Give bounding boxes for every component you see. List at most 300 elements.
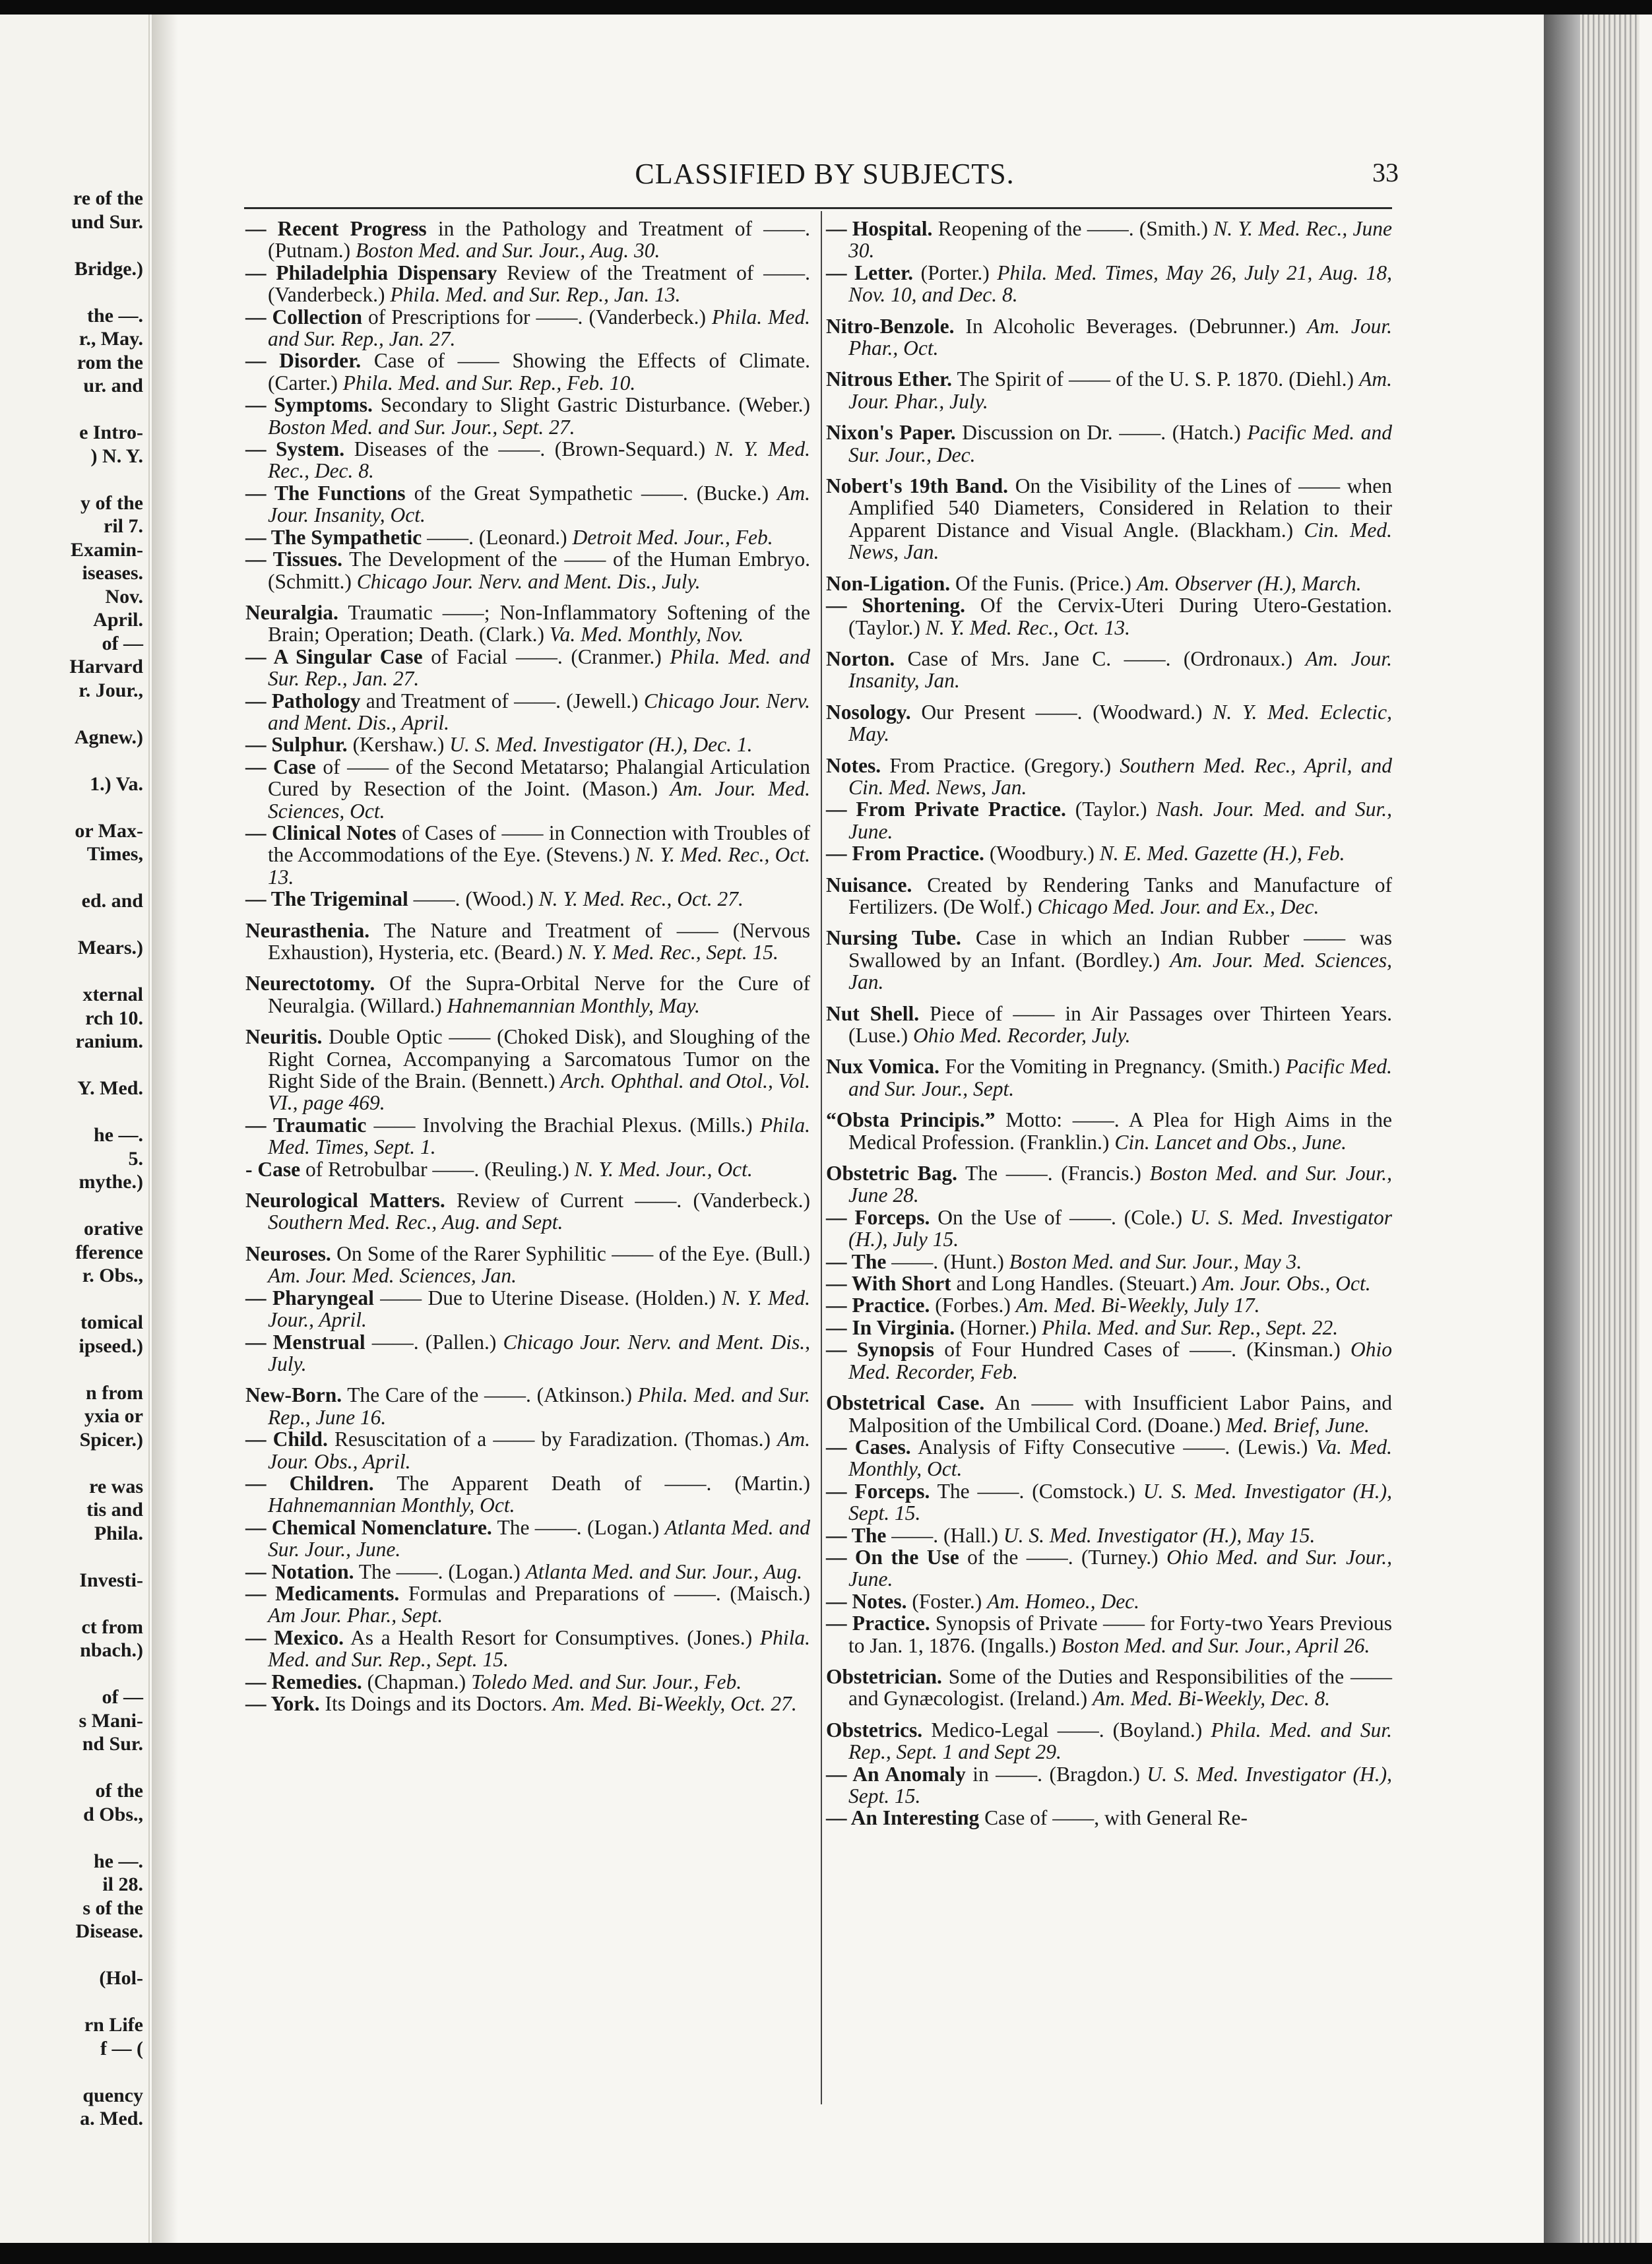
entry-text: Medico-Legal ——. (Boyland.) <box>922 1718 1211 1742</box>
entry-heading: - Case <box>245 1157 301 1181</box>
entry-source: Pacific Med. and Sur. Jour., Dec. <box>848 421 1392 466</box>
entry-text: The Nature and Treatment of —— (Nervous Exhaustion), Hysteria, etc. (Beard.) <box>268 918 810 964</box>
entry-source: Med. Brief, June. <box>1226 1413 1370 1437</box>
facing-page-fragment: ) N. Y. <box>90 445 143 467</box>
facing-page-fragment: xternal <box>82 984 143 1005</box>
entry-text: From Practice. (Gregory.) <box>881 753 1120 777</box>
entry-text: ——. (Pallen.) <box>365 1330 503 1354</box>
index-subentry <box>826 1251 1392 1273</box>
entry-heading: — Mexico. <box>245 1625 344 1649</box>
entry-heading: Nixon's Paper. <box>826 421 956 445</box>
entry-heading: — Hospital. <box>826 217 933 240</box>
entry-heading: — Disorder. <box>245 349 362 373</box>
page-edge-shadow <box>1544 15 1580 2243</box>
entry-source: U. S. Med. Investigator (H.), July 15. <box>848 1205 1392 1251</box>
entry-heading: Norton. <box>826 646 895 670</box>
scan-bottom-edge <box>0 2243 1652 2264</box>
index-entry <box>826 315 1392 360</box>
entry-source: Boston Med. and Sur. Jour., Aug. 30. <box>355 239 660 263</box>
column-divider <box>821 211 822 2104</box>
facing-page-fragment: the —. <box>87 304 143 327</box>
entry-source: Phila. Med. and Sur. Rep., Sept. 1 and Sept 29. <box>848 1718 1392 1764</box>
entry-source: N. Y. Med. Jour., April. <box>268 1286 811 1332</box>
index-entry <box>826 701 1392 745</box>
entry-heading: — The <box>826 1523 887 1547</box>
entry-source: Chicago Jour. Nerv. and Ment. Dis., April. <box>268 689 810 734</box>
entry-heading: Non-Ligation. <box>826 571 951 595</box>
entry-source: Am. Med. Bi-Weekly, Oct. 27. <box>552 1692 797 1715</box>
entry-text: Review of the Treatment of ——. (Vanderbeck.) <box>268 261 810 307</box>
facing-page-fragment: r. Jour., <box>79 679 143 701</box>
entry-heading: — Pathology <box>245 689 361 712</box>
entry-heading: — Practice. <box>826 1612 930 1635</box>
facing-page-fragment: iseases. <box>82 562 143 584</box>
entry-heading: — With Short <box>826 1272 951 1296</box>
entry-text: Of the Funis. (Price.) <box>950 571 1137 595</box>
facing-page-fragment: rom the <box>77 351 143 373</box>
facing-page-fragment: Examin- <box>70 538 143 561</box>
entry-source: Boston Med. and Sur. Jour., April 26. <box>1061 1633 1370 1657</box>
entry-text: In Alcoholic Beverages. (Debrunner.) <box>954 314 1308 338</box>
index-entry <box>826 1003 1392 1047</box>
entry-source: Phila. Med. Times, Sept. 1. <box>268 1113 810 1159</box>
index-subentry <box>245 888 810 910</box>
entry-text: The Development of the —— of the Human Embryo. (Schmitt.) <box>268 548 810 593</box>
entry-text: (Taylor.) <box>1065 798 1157 821</box>
entry-heading: Obstetric Bag. <box>826 1162 958 1185</box>
entry-source: N. Y. Med. Rec., June 30. <box>848 217 1393 263</box>
scan-top-edge <box>0 0 1652 15</box>
facing-page-fragment: re of the <box>73 187 143 209</box>
entry-heading: — Chemical Nomenclature. <box>245 1515 492 1539</box>
index-entry <box>826 475 1392 563</box>
facing-page-fragment: y of the <box>80 491 143 514</box>
entry-text: of Facial ——. (Cranmer.) <box>422 645 670 668</box>
index-subentry <box>826 1436 1392 1480</box>
entry-source: Chicago Jour. Nerv. and Ment. Dis., July. <box>268 1330 811 1375</box>
entry-text: Review of Current ——. (Vanderbeck.) <box>445 1189 810 1212</box>
index-subentry <box>245 1158 810 1180</box>
entry-heading: — The Trigeminal <box>245 887 408 911</box>
entry-text: The Spirit of —— of the U. S. P. 1870. (Diehl.) <box>952 367 1360 391</box>
entry-heading: Nuisance. <box>826 873 912 896</box>
entry-heading: Obstetrics. <box>826 1718 923 1742</box>
facing-page-fragment: quency <box>82 2084 143 2106</box>
index-entry <box>826 1392 1392 1436</box>
entry-text: Case of —— Showing the Effects of Climate. (Carter.) <box>268 349 810 394</box>
facing-page-fragment: ranium. <box>75 1030 143 1052</box>
entry-source: Phila. Med. and Sur. Rep., Sept. 22. <box>1042 1315 1339 1339</box>
facing-page-fragment: a. Med. <box>80 2108 143 2129</box>
entry-heading: — A Singular Case <box>245 645 423 668</box>
facing-page-fragment: of — <box>102 1686 143 1708</box>
entry-text: Discussion on Dr. ——. (Hatch.) <box>955 421 1248 445</box>
facing-page-fragment: fference <box>75 1241 143 1263</box>
entry-heading: — On the Use <box>826 1545 959 1569</box>
entry-heading: Neuralgia. <box>245 600 338 624</box>
index-subentry <box>826 1546 1392 1590</box>
entry-heading: Nosology. <box>826 700 911 724</box>
entry-source: Cin. Lancet and Obs., June. <box>1114 1130 1347 1154</box>
facing-page-fragment: yxia or <box>84 1405 143 1427</box>
facing-page-fragment: rch 10. <box>85 1007 143 1029</box>
index-entry <box>245 1189 810 1234</box>
index-subentry <box>245 1517 810 1561</box>
entry-heading: Neurectotomy. <box>245 972 375 995</box>
entry-heading: — Tissues. <box>245 548 342 571</box>
entry-source: N. Y. Med. Rec., Sept. 15. <box>567 941 778 964</box>
entry-text: Analysis of Fifty Consecutive ——. (Lewis.) <box>910 1435 1316 1459</box>
facing-page-fragment: Y. Med. <box>77 1077 143 1099</box>
index-entry <box>245 920 810 964</box>
entry-source: Boston Med. and Sur. Jour., May 3. <box>1009 1249 1302 1273</box>
index-subentry <box>826 1317 1392 1338</box>
entry-heading: — The <box>826 1249 887 1273</box>
entry-heading: New-Born. <box>245 1383 342 1407</box>
entry-heading: — Child. <box>245 1428 328 1451</box>
entry-heading: Nitrous Ether. <box>826 367 952 391</box>
entry-source: Am. Jour. Med. Sciences, Jan. <box>268 1264 517 1288</box>
entry-text: Double Optic —— (Choked Disk), and Sloughing of the Right Cornea, Accompanying a Sarcomatous Tumor on the Right Side of the Brain. (Bennett.) <box>268 1025 810 1093</box>
index-subentry <box>826 1807 1392 1829</box>
facing-page-fragment: he —. <box>94 1850 143 1872</box>
entry-heading: — An Interesting <box>826 1806 980 1830</box>
entry-text: Synopsis of Private —— for Forty-two Years Previous to Jan. 1, 1876. (Ingalls.) <box>848 1612 1392 1657</box>
index-subentry <box>826 1338 1392 1383</box>
index-subentry <box>826 1612 1392 1656</box>
entry-source: Phila. Med. Times, May 26, July 21, Aug. 18, Nov. 10, and Dec. 8. <box>848 261 1392 307</box>
index-entry <box>826 573 1392 594</box>
entry-source: Am. Jour. Insanity, Oct. <box>268 481 810 527</box>
facing-page-fragment: Harvard <box>69 656 143 677</box>
entry-text: Of the Cervix-Uteri During Utero-Gestation. (Taylor.) <box>848 594 1393 639</box>
entry-heading: Nut Shell. <box>826 1001 920 1025</box>
facing-page-fragment: Spicer.) <box>79 1428 143 1451</box>
facing-page-fragment: mythe.) <box>79 1171 143 1193</box>
index-subentry <box>826 1525 1392 1546</box>
entry-source: Am. Jour. Med. Sciences, Oct. <box>268 777 810 823</box>
entry-source: Am. Homeo., Dec. <box>987 1589 1140 1613</box>
entry-text: The ——. (Logan.) <box>354 1559 526 1583</box>
entry-text: Case of Mrs. Jane C. ——. (Ordronaux.) <box>895 646 1306 670</box>
facing-page-fragment: Mears.) <box>77 937 143 959</box>
index-subentry <box>245 756 810 822</box>
index-entry <box>245 1243 810 1287</box>
facing-page-fragment: of the <box>95 1780 143 1802</box>
entry-text: of —— of the Second Metatarso; Phalangial Articulation Cured by Resection of the Joint. (Mason.) <box>268 755 810 801</box>
entry-heading: Nux Vomica. <box>826 1055 940 1079</box>
facing-page-fragment: Bridge.) <box>74 257 143 280</box>
entry-text: ——. (Hall.) <box>886 1523 1003 1547</box>
entry-text: in the Pathology and Treatment of ——. (Putnam.) <box>268 217 811 263</box>
facing-page-fragment: d Obs., <box>83 1803 143 1825</box>
index-entry <box>826 1055 1392 1100</box>
entry-text: ——. (Wood.) <box>408 887 539 911</box>
entry-heading: Neuritis. <box>245 1025 323 1049</box>
entry-text: Case in which an Indian Rubber —— was Swallowed by an Infant. (Bordley.) <box>848 926 1392 972</box>
entry-heading: — Practice. <box>826 1294 930 1317</box>
entry-source: U. S. Med. Investigator (H.), Sept. 15. <box>848 1762 1392 1808</box>
facing-page-fragment: Phila. <box>94 1522 143 1544</box>
entry-heading: — Letter. <box>826 261 914 284</box>
entry-text: The Care of the ——. (Atkinson.) <box>342 1383 638 1407</box>
facing-page-fragment: ur. and <box>83 375 143 396</box>
entry-text: —— Involving the Brachial Plexus. (Mills.) <box>366 1113 760 1137</box>
entry-text: ——. (Leonard.) <box>422 525 573 549</box>
entry-text: of the ——. (Turney.) <box>959 1545 1167 1569</box>
index-subentry <box>245 1583 810 1627</box>
entry-text: Its Doings and its Doctors. <box>319 1692 553 1715</box>
facing-page-fragment: rn Life <box>84 2014 143 2036</box>
index-subentry <box>245 1331 810 1375</box>
entry-text: of Four Hundred Cases of ——. (Kinsman.) <box>934 1338 1351 1362</box>
index-subentry <box>826 594 1392 639</box>
entry-text: of the Great Sympathetic ——. (Bucke.) <box>405 481 778 505</box>
entry-text: Piece of —— in Air Passages over Thirteen Years. (Luse.) <box>848 1001 1392 1047</box>
entry-text: (Kershaw.) <box>347 733 450 757</box>
entry-text: On the Visibility of the Lines of —— when Amplified 540 Diameters, Considered in Relation to their Apparent Distance and Visual Angle. (Blackham.) <box>848 474 1392 542</box>
entry-source: Am. Jour. Insanity, Jan. <box>848 646 1392 693</box>
index-subentry <box>245 1671 810 1693</box>
entry-source: Am. Jour. Phar., Oct. <box>848 314 1392 360</box>
entry-source: Am. Observer (H.), March. <box>1136 571 1362 595</box>
entry-heading: Notes. <box>826 753 881 777</box>
entry-source: Chicago Jour. Nerv. and Ment. Dis., July. <box>356 569 701 593</box>
entry-source: Southern Med. Rec., Aug. and Sept. <box>268 1211 563 1234</box>
entry-text: Case of ——, with General Re- <box>979 1806 1248 1830</box>
index-subentry <box>245 526 810 548</box>
entry-source: Phila. Med. and Sur. Rep., Jan. 27. <box>268 305 810 351</box>
entry-text: Resuscitation of a —— by Faradization. (Thomas.) <box>327 1428 778 1451</box>
entry-heading: — From Private Practice. <box>826 798 1066 821</box>
entry-heading: Obstetrician. <box>826 1664 942 1688</box>
index-subentry <box>826 1294 1392 1316</box>
facing-page-fragment: 1.) Va. <box>90 772 143 795</box>
entry-heading: — Recent Progress <box>245 217 427 240</box>
entry-source: N. Y. Med. Rec., Oct. 27. <box>538 887 744 911</box>
index-entry <box>826 1162 1392 1207</box>
index-subentry <box>826 1480 1392 1525</box>
entry-source: Va. Med. Monthly, Oct. <box>848 1435 1392 1481</box>
index-entry <box>245 602 810 646</box>
entry-heading: — York. <box>245 1692 320 1715</box>
entry-heading: — Shortening. <box>826 594 966 617</box>
facing-page-fragment: nbach.) <box>80 1639 143 1661</box>
entry-source: Toledo Med. and Sur. Jour., Feb. <box>471 1670 742 1693</box>
entry-heading: — Philadelphia Dispensary <box>245 261 497 284</box>
entry-text: Our Present ——. (Woodward.) <box>910 700 1213 724</box>
entry-heading: — Medicaments. <box>245 1581 400 1605</box>
facing-page-fragment: ct from <box>81 1616 143 1638</box>
facing-page-strip <box>0 15 150 2243</box>
index-entry <box>826 648 1392 692</box>
gutter-shadow <box>152 15 178 2243</box>
entry-source: Am Jour. Phar., Sept. <box>268 1604 443 1627</box>
entry-source: Phila. Med. and Sur. Rep., Feb. 10. <box>342 371 636 394</box>
entry-source: Nash. Jour. Med. and Sur., June. <box>848 798 1392 843</box>
facing-page-fragment: und Sur. <box>71 210 143 233</box>
entry-text: of Prescriptions for ——. (Vanderbeck.) <box>362 305 712 329</box>
facing-page-fragment: orative <box>84 1218 143 1240</box>
entry-text: The ——. (Logan.) <box>492 1515 665 1539</box>
facing-page-fragment: re was <box>89 1475 143 1497</box>
entry-text: of Retrobulbar ——. (Reuling.) <box>300 1157 575 1181</box>
entry-source: Arch. Ophthal. and Otol., Vol. VI., page 469. <box>268 1069 810 1115</box>
entry-source: Phila. Med. and Sur. Rep., Jan. 13. <box>390 283 681 307</box>
entry-source: Cin. Med. News, Jan. <box>848 518 1392 564</box>
facing-page-fragment: r. Obs., <box>82 1265 143 1286</box>
entry-text: Some of the Duties and Responsibilities of the —— and Gynæcologist. (Ireland.) <box>848 1664 1392 1711</box>
right-column <box>826 218 1392 1829</box>
entry-source: Southern Med. Rec., April, and Cin. Med. News, Jan. <box>848 753 1392 799</box>
index-entry <box>826 368 1392 412</box>
facing-page-fragment: (Hol- <box>99 1967 143 1989</box>
index-subentry <box>245 1428 810 1472</box>
entry-heading: Nursing Tube. <box>826 926 961 950</box>
index-subentry <box>245 822 810 888</box>
facing-page-fragment: tomical <box>80 1311 143 1333</box>
entry-source: U. S. Med. Investigator (H.), Sept. 15. <box>848 1479 1393 1525</box>
entry-text: ——. (Hunt.) <box>886 1249 1009 1273</box>
entry-source: Boston Med. and Sur. Jour., June 28. <box>848 1162 1392 1207</box>
facing-page-fragment: n from <box>86 1381 143 1404</box>
index-subentry <box>826 262 1392 306</box>
entry-source: Detroit Med. Jour., Feb. <box>572 525 773 549</box>
entry-source: Am. Jour. Phar., July. <box>848 367 1392 413</box>
facing-page-fragment: of — <box>102 632 143 654</box>
entry-source: N. Y. Med. Jour., Oct. <box>574 1157 753 1181</box>
index-subentry <box>245 690 810 734</box>
facing-page-fragment: r., May. <box>79 328 143 350</box>
index-subentry <box>245 482 810 526</box>
entry-heading: Nitro-Benzole. <box>826 314 955 338</box>
facing-page-fragment: Times, <box>86 843 143 865</box>
entry-text: (Foster.) <box>906 1589 988 1613</box>
entry-source: Ohio Med. and Sur. Jour., June. <box>848 1545 1392 1591</box>
index-subentry <box>826 1590 1392 1612</box>
entry-source: N. Y. Med. Rec., Oct. 13. <box>925 615 1131 639</box>
index-subentry <box>826 1763 1392 1808</box>
entry-source: U. S. Med. Investigator (H.), Dec. 1. <box>449 733 753 757</box>
index-subentry <box>245 438 810 482</box>
entry-source: Hahnemannian Monthly, May. <box>447 993 700 1017</box>
index-subentry <box>245 1114 810 1158</box>
index-entry <box>826 1109 1392 1153</box>
index-entry <box>826 422 1392 466</box>
facing-page-fragment: il 28. <box>102 1873 143 1895</box>
entry-source: N. Y. Med. Eclectic, May. <box>848 700 1392 746</box>
index-subentry <box>826 798 1392 842</box>
index-entry <box>826 927 1392 993</box>
entry-heading: — Cases. <box>826 1435 911 1459</box>
entry-source: Ohio Med. Recorder, July. <box>912 1024 1131 1047</box>
facing-page-fragment: tis and <box>86 1499 143 1521</box>
entry-heading: Neurasthenia. <box>245 918 370 942</box>
index-subentry <box>245 1627 810 1671</box>
entry-heading: Neurological Matters. <box>245 1189 445 1212</box>
running-header-title: CLASSIFIED BY SUBJECTS. <box>635 158 1015 190</box>
entry-source: Atlanta Med. and Sur. Jour., June. <box>268 1515 810 1561</box>
index-subentry <box>245 306 810 350</box>
entry-heading: — Remedies. <box>245 1670 362 1693</box>
index-subentry <box>245 646 810 690</box>
entry-text: The Apparent Death of ——. (Martin.) <box>373 1471 810 1495</box>
entry-text: The ——. (Francis.) <box>957 1162 1150 1185</box>
entry-source: U. S. Med. Investigator (H.), May 15. <box>1003 1523 1316 1547</box>
entry-text: On the Use of ——. (Cole.) <box>930 1205 1191 1229</box>
entry-text: in ——. (Bragdon.) <box>965 1762 1147 1786</box>
entry-source: Boston Med. and Sur. Jour., Sept. 27. <box>268 415 575 439</box>
index-subentry <box>245 394 810 438</box>
facing-page-fragment: Investi- <box>79 1569 143 1591</box>
index-entry <box>245 972 810 1017</box>
entry-text: Diseases of the ——. (Brown-Sequard.) <box>344 437 715 461</box>
page-stack-edge <box>1580 15 1639 2243</box>
entry-text: Formulas and Preparations of ——. (Maisch.) <box>399 1581 811 1605</box>
entry-source: Pacific Med. and Sur. Jour., Sept. <box>848 1055 1393 1100</box>
entry-text: of Cases of —— in Connection with Troubles of the Accommodations of the Eye. (Stevens.) <box>268 821 810 867</box>
entry-text: (Woodbury.) <box>984 842 1100 865</box>
entry-source: Am. Med. Bi-Weekly, Dec. 8. <box>1093 1687 1331 1711</box>
entry-source: Phila. Med. and Sur. Rep., Jan. 27. <box>268 645 811 691</box>
index-subentry <box>245 262 810 306</box>
entry-source: Phila. Med. and Sur. Rep., Sept. 15. <box>268 1625 810 1672</box>
facing-page-fragment: s Mani- <box>79 1709 143 1732</box>
entry-heading: — Synopsis <box>826 1338 935 1362</box>
entry-text: An —— with Insufficient Labor Pains, and Malposition of the Umbilical Cord. (Doane.) <box>848 1391 1393 1437</box>
index-entry <box>826 1719 1392 1763</box>
entry-heading: — Notes. <box>826 1589 907 1613</box>
index-subentry <box>245 734 810 755</box>
entry-source: N. E. Med. Gazette (H.), Feb. <box>1099 842 1345 865</box>
index-entry <box>245 1026 810 1114</box>
entry-text: On Some of the Rarer Syphilitic —— of the Eye. (Bull.) <box>331 1242 810 1265</box>
entry-heading: Neuroses. <box>245 1242 331 1265</box>
index-subentry <box>245 1693 810 1714</box>
entry-heading: — Notation. <box>245 1559 354 1583</box>
index-subentry <box>826 842 1392 864</box>
entry-heading: — An Anomaly <box>826 1762 966 1786</box>
entry-source: Phila. Med. and Sur. Rep., June 16. <box>268 1383 810 1429</box>
entry-text: For the Vomiting in Pregnancy. (Smith.) <box>939 1055 1286 1079</box>
page-number: 33 <box>1372 158 1399 187</box>
entry-source: Va. Med. Monthly, Nov. <box>549 623 744 646</box>
header-rule <box>244 207 1392 209</box>
entry-heading: — Clinical Notes <box>245 821 397 844</box>
index-subentry <box>245 1561 810 1583</box>
entry-text: (Horner.) <box>955 1315 1042 1339</box>
index-entry <box>826 1666 1392 1710</box>
facing-page-fragment: f — ( <box>100 2037 143 2060</box>
facing-page-fragment: nd Sur. <box>82 1733 143 1755</box>
entry-text: Created by Rendering Tanks and Manufacture of Fertilizers. (De Wolf.) <box>848 873 1392 918</box>
entry-text: and Long Handles. (Steuart.) <box>951 1272 1203 1296</box>
entry-source: Hahnemannian Monthly, Oct. <box>268 1494 515 1517</box>
entry-source: Am. Jour. Obs., Oct. <box>1202 1272 1371 1296</box>
entry-text: Secondary to Slight Gastric Disturbance. (Weber.) <box>372 393 810 417</box>
facing-page-fragment: April. <box>93 609 143 631</box>
entry-text: and Treatment of ——. (Jewell.) <box>360 689 644 712</box>
facing-page-fragment: 5. <box>128 1147 143 1170</box>
entry-source: Ohio Med. Recorder, Feb. <box>848 1338 1393 1383</box>
entry-heading: — Traumatic <box>245 1113 367 1137</box>
entry-text: (Chapman.) <box>362 1670 472 1693</box>
entry-text: Reopening of the ——. (Smith.) <box>932 217 1214 240</box>
entry-text: (Forbes.) <box>930 1294 1016 1317</box>
facing-page-fragment: s of the <box>82 1897 143 1919</box>
facing-page-fragment: or Max- <box>75 819 143 842</box>
entry-heading: — Symptoms. <box>245 393 373 417</box>
